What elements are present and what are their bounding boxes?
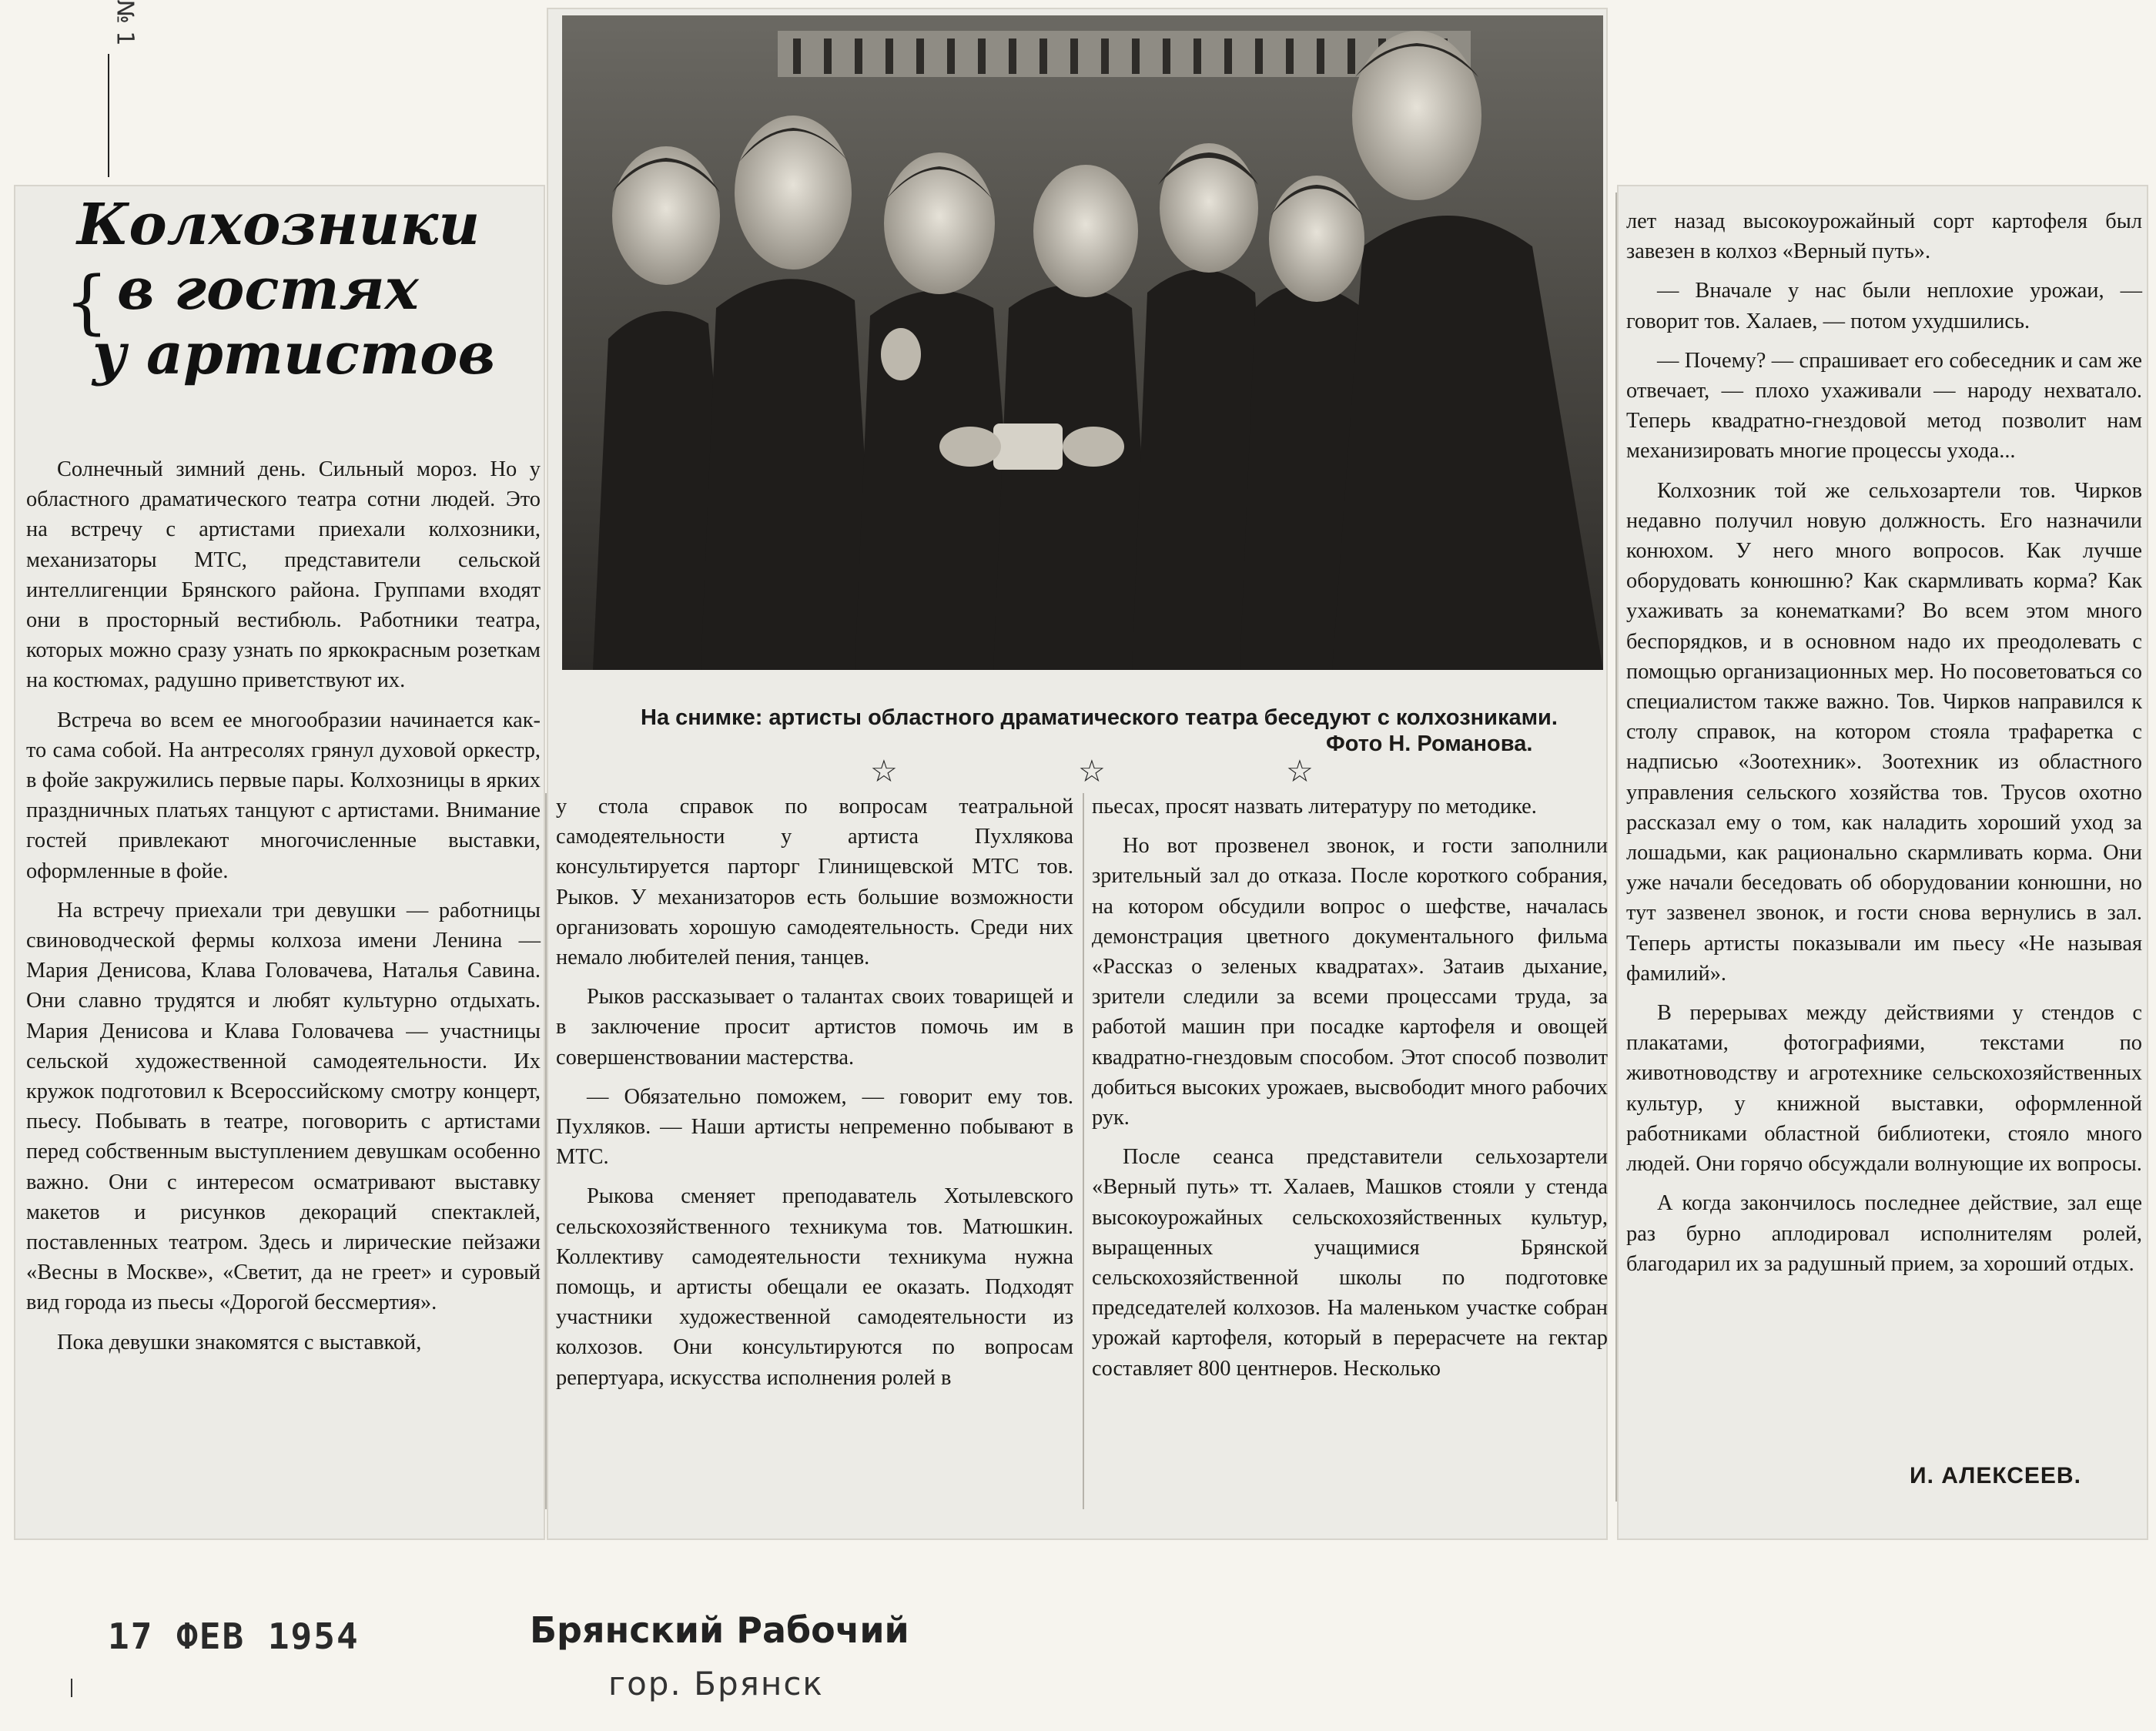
paragraph: Но вот прозвенел звонок, и гости заполнили зрительный зал до отказа. После короткого собрания, на котором обсудили вопрос о шефстве, началась демонстрация цветного документального фильма «Рассказ о зеленых квадратах». Затаив дыхание, зрители следили за всеми процессами труда, за работой машин при посадке картофеля и овощей квадратно-гнездовым способом. Этот способ позволит добиться высоких урожаев, высвободит много рабочих рук. [1092,834,1608,1130]
paragraph: Солнечный зимний день. Сильный мороз. Но у областного драматического театра сотни людей. Это на встречу с артистами приехали колхозники, механизаторы МТС, представители сельской интеллигенции Брянского района. Группами входят они в просторный вестибюль. Работники театра, которых можно сразу узнать по яркокрасным розеткам на костюмах, радушно приветствуют их. [26,457,541,693]
paragraph: — Почему? — спрашивает его собеседник и сам же отвечает, — плохо ухаживали — народу нехватало. Теперь квадратно-гнездовой метод позволит нам механизировать многие процессы ухода... [1626,348,2142,464]
column-rule [545,793,547,1509]
article-column-2 [556,792,1073,1393]
paragraph: Пока девушки знакомятся с выставкой, [57,1330,422,1354]
margin-handwritten-mark: № 1 [111,0,139,46]
paragraph: пьесах, просят назвать литературу по методике. [1092,795,1537,819]
paragraph: Рыкова сменяет преподаватель Хотылевского сельскохозяйственного техникума тов. Матюшкин. Коллективу самодеятельности техникума нужна помощь, и артисты обещали ее оказать. Подходят участники художественной самодеятельности из колхозов. Они консультируются по вопросам репертуара, искусства исполнения ролей в [556,1184,1073,1390]
paragraph: — Обязательно поможем, — говорит ему тов. Пухляков. — Наши артисты непременно побывают в МТС. [556,1084,1073,1170]
paragraph: На встречу приехали три девушки — работницы свиноводческой фермы колхоза имени Ленина — Мария Денисова, Клава Головачева, Наталья Савина. Они славно трудятся и любят культурно отдыхать. Мария Денисова и Клава Головачева — участницы сельской художественной самодеятельности. Их кружок подготовил к Всероссийскому смотру концерт, пьесу. Побывать в театре, поговорить с артистами перед собственным выступлением девушкам особенно важно. Они с интересом осматривают выставку макетов и рисунков декораций спектаклей, поставленных театром. Здесь и лирические пейзажи «Весны в Москве», «Светит, да не греет» и суровый вид города из пьесы «Дорогой бессмертия». [26,898,541,1315]
city-stamp: гор. Брянск [608,1665,824,1703]
article-column-1 [26,454,541,1358]
margin-tick [71,1679,72,1697]
article-column-4 [1626,206,2142,1279]
paragraph: После сеанса представители сельхозартели «Верный путь» тт. Халаев, Машков стояли у стенда высокоурожайных сельскохозяйственных культур, выращенных учащимися Брянской сельскохозяйственной школы по подготовке председателей колхозов. На маленьком участке собран урожай картофеля, который в перерасчете на гектар составляет 800 центнеров. Несколько [1092,1145,1608,1381]
photo-credit: Фото Н. Романова. [1326,732,1533,756]
photo-caption [641,704,1580,732]
headline-line-3: у артистов [92,321,496,387]
caption-text: артисты областного драматического театра беседуют с колхозниками. [768,705,1558,730]
separator-star: ☆ [1286,754,1314,788]
column-rule [1083,793,1084,1509]
article-column-3 [1092,792,1608,1384]
paragraph: — Вначале у нас были неплохие урожаи, — говорит тов. Халаев, — потом ухудшились. [1626,279,2142,333]
paragraph: лет назад высокоурожайный сорт картофеля был завезен в колхоз «Верный путь». [1626,209,2142,264]
paragraph: Рыков рассказывает о талантах своих товарищей и в заключение просит артистов помочь им в совершенствовании мастерства. [556,985,1073,1070]
separator-star: ☆ [1078,754,1106,788]
headline-brace-ornament: { [65,262,109,343]
margin-line [108,54,109,177]
date-stamp: 17 ФЕВ 1954 [108,1615,360,1657]
separator-star: ☆ [870,754,898,788]
article-photo [562,15,1603,670]
paragraph: В перерывах между действиями у стендов с плакатами, фотографиями, текстами по животноводству и агротехнике сельскохозяйственных культур, у книжной выставки, оформленной работниками областной библиотеки, стояло много людей. Они горячо обсуждали волнующие их вопросы. [1626,1001,2142,1177]
headline-line-1: Колхозники [77,192,480,258]
photo-illustration [562,15,1603,670]
article-headline [77,193,508,387]
headline-line-2: в гостях [117,256,419,323]
caption-lead: На снимке: [641,705,763,730]
column-rule [1615,193,1617,1502]
newspaper-name-stamp: Брянский Рабочий [530,1609,909,1651]
paragraph: у стола справок по вопросам театральной самодеятельности у артиста Пухлякова консультируется парторг Глинищевской МТС тов. Рыков. У механизаторов есть большие возможности организовать хорошую самодеятельность. Среди них немало любителей пения, танцев. [556,795,1073,970]
article-author: И. АЛЕКСЕЕВ. [1910,1463,2081,1488]
paragraph: Встреча во всем ее многообразии начинается как-то сама собой. На антресолях грянул духовой оркестр, в фойе закружились первые пары. Колхозницы в ярких праздничных платьях танцуют с артистами. Внимание гостей привлекают многочисленные выставки, оформленные в фойе. [26,708,541,883]
paragraph: Колхозник той же сельхозартели тов. Чирков недавно получил новую должность. Его назначили конюхом. У него много вопросов. Как лучше оборудовать конюшню? Как скармливать корма? Как ухаживать за конематками? Во всем этом много беспорядков, и в основном надо их преодолевать с помощью организационных мер. Но посоветоваться со специалистом также важно. Тов. Чирков направился к столу справок, на котором стояла трафаретка с надписью «Зоотехник». Зоотехник из областного управления сельского хозяйства тов. Трусов охотно рассказал ему о том, как наладить хороший уход за лошадьми, как рационально скармливать корма. Они уже начали беседовать об оборудовании конюшни, но тут зазвенел звонок, и гости снова вернулись в зал. Теперь артисты показывали им пьесу «Не называя фамилий». [1626,478,2142,986]
paragraph: А когда закончилось последнее действие, зал еще раз бурно аплодировал исполнителям ролей, благодарил их за радушный прием, за хороший отдых. [1626,1191,2142,1276]
